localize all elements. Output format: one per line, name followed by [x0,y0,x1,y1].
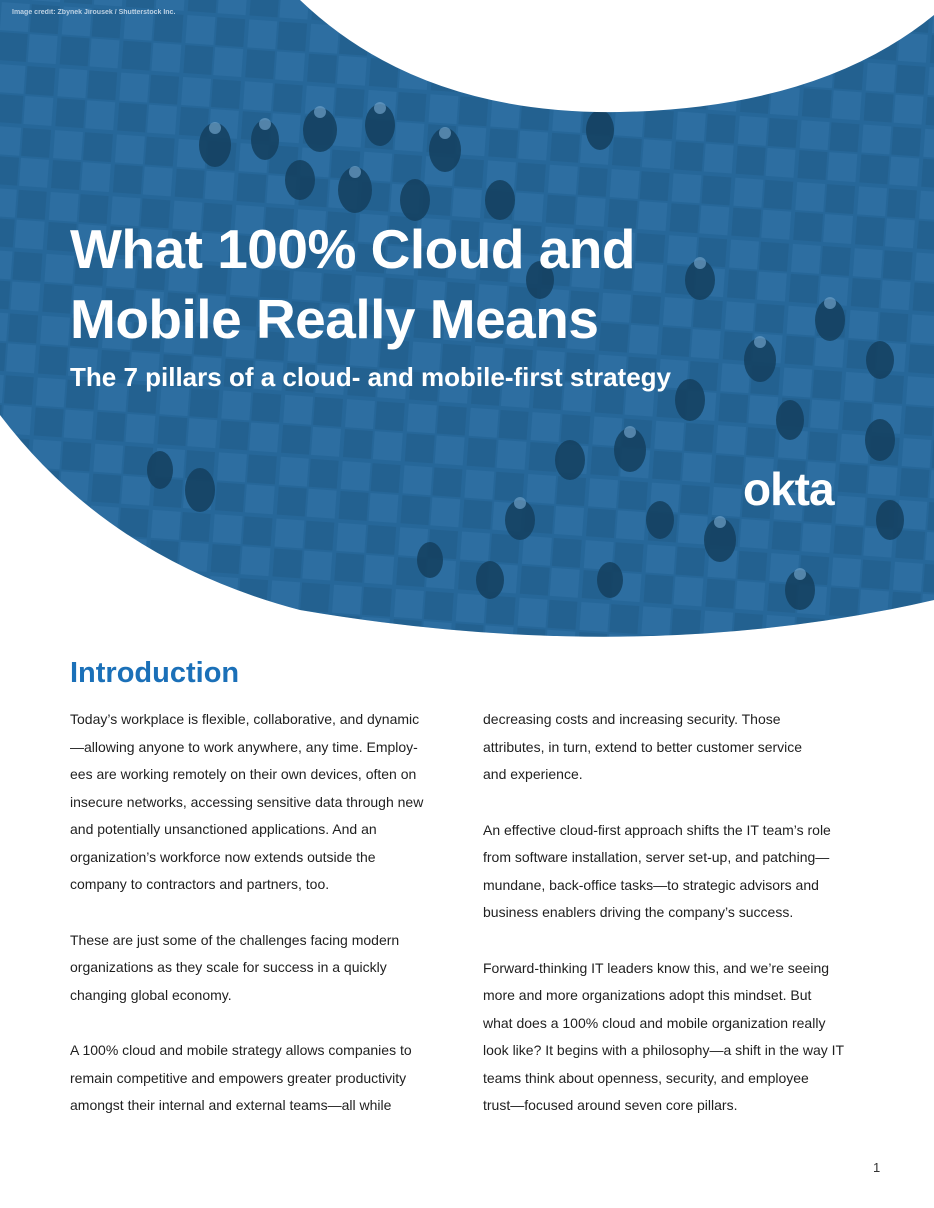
text-line: from software installation, server set-up, and patching— [483,849,830,865]
text-line: Forward-thinking IT leaders know this, and we’re seeing [483,959,830,976]
text-line: ees are working remotely on their own devices, often on [70,766,417,782]
text-column-right [483,706,883,1148]
text-line: company to contractors and partners, too. [70,876,330,892]
okta-logo: okta [743,463,834,515]
paragraph [70,927,460,1010]
text-line: A 100% cloud and mobile strategy allows companies to [70,1042,412,1058]
title-line: What 100% Cloud and [70,218,635,280]
text-line: business enablers driving the company’s success. [483,904,794,920]
section-heading-introduction: Introduction [70,657,240,689]
text-line: and experience. [483,766,583,782]
text-line: insecure networks, accessing sensitive data through new [70,793,424,810]
paragraph [483,817,883,927]
text-line: An effective cloud-first approach shifts the IT team’s role [483,821,831,838]
paragraph [70,706,460,899]
text-line: decreasing costs and increasing security. Those [483,711,781,727]
text-line: changing global economy. [70,986,232,1003]
title-line: Mobile Really Means [70,288,599,350]
text-line: organizations as they scale for success in a quickly [70,959,387,975]
image-credit: Image credit: Zbynek Jirousek / Shutterstock Inc. [12,9,176,16]
page-title [70,214,635,354]
text-line: and potentially unsanctioned applications. And an [70,821,377,837]
paragraph [70,1037,460,1120]
text-line: more and more organizations adopt this mindset. But [483,987,812,1003]
text-line: what does a 100% cloud and mobile organization really [483,1014,826,1031]
text-line: Today’s workplace is flexible, collaborative, and dynamic [70,711,420,727]
text-line: look like? It begins with a philosophy—a shift in the way IT [483,1042,845,1058]
text-line: These are just some of the challenges facing modern [70,931,400,948]
paragraph [483,706,883,789]
text-line: amongst their internal and external teams—all while [70,1097,392,1113]
text-line: remain competitive and empowers greater productivity [70,1069,407,1086]
text-line: —allowing anyone to work anywhere, any time. Employ- [70,738,418,755]
page-subtitle: The 7 pillars of a cloud- and mobile-first strategy [70,362,671,392]
text-line: mundane, back-office tasks—to strategic advisors and [483,876,819,893]
text-line: teams think about openness, security, and employee [483,1069,809,1086]
text-line: organization’s workforce now extends outside the [70,848,376,865]
text-line: attributes, in turn, extend to better customer service [483,738,803,755]
text-line: trust—focused around seven core pillars. [483,1097,738,1113]
paragraph [483,955,883,1120]
page-number: 1 [873,1160,881,1175]
text-column-left [70,706,460,1148]
